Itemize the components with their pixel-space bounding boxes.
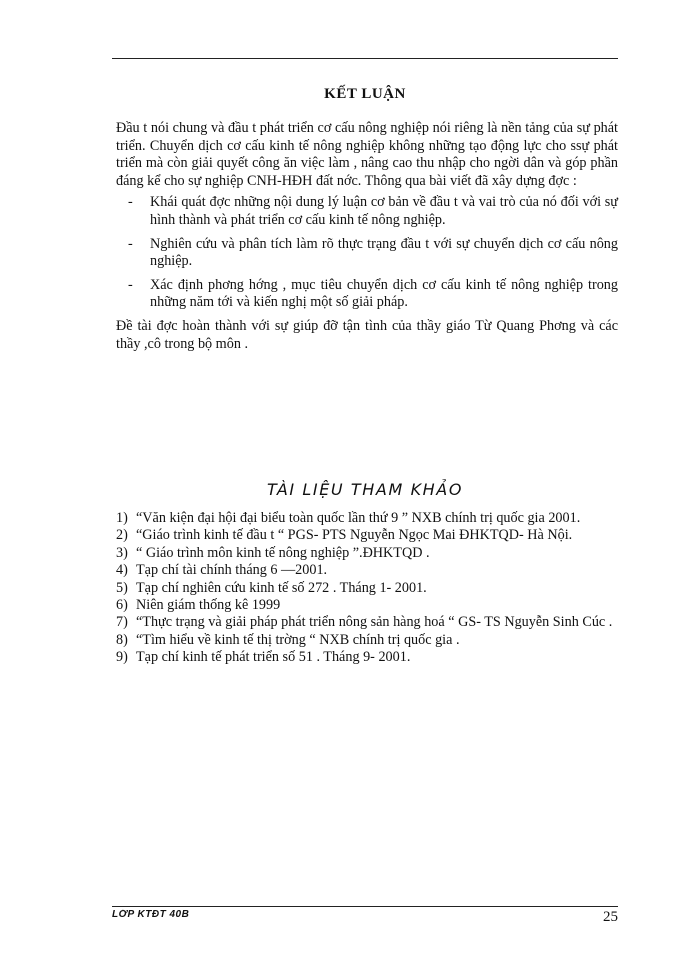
reference-number: 8) (116, 631, 128, 648)
bullet-item (116, 236, 618, 271)
references-heading: TÀI LIỆU THAM KHẢO (266, 480, 464, 499)
reference-text: “Tìm hiểu về kinh tế thị trờng “ NXB chính trị quốc gia . (136, 631, 460, 648)
conclusion-body (116, 120, 618, 353)
reference-text: Tạp chí tài chính tháng 6 —2001. (136, 562, 328, 579)
reference-number: 6) (116, 597, 128, 614)
section-heading: KẾT LUẬN (324, 86, 406, 102)
bullet-item (116, 277, 618, 312)
bullet-marker: - (128, 194, 133, 211)
reference-list (116, 510, 618, 667)
reference-item (116, 562, 618, 579)
reference-text: “Thực trạng và giải pháp phát triển nông sản hàng hoá “ GS- TS Nguyễn Sinh Cúc . (136, 614, 613, 631)
bullet-marker: - (128, 235, 133, 252)
bullet-list (116, 194, 618, 312)
reference-number: 2) (116, 527, 128, 544)
reference-item (116, 614, 618, 631)
footer-rule (112, 906, 618, 907)
reference-number: 1) (116, 510, 128, 526)
reference-text: “ Giáo trình môn kinh tế nông nghiệp ”.ĐHKTQD . (136, 544, 430, 561)
bullet-text: Xác định phơng hớng , mục tiêu chuyển dịch cơ cấu kinh tế nông nghiệp trong những năm tới và kiến nghị một số giải pháp. (150, 276, 618, 311)
reference-text: Tạp chí nghiên cứu kinh tế số 272 . Tháng 1- 2001. (136, 579, 427, 596)
reference-text: “Giáo trình kinh tế đầu t “ PGS- PTS Nguyễn Ngọc Mai ĐHKTQD- Hà Nội. (136, 527, 573, 544)
bullet-text: Khái quát đợc những nội dung lý luận cơ bản về đầu t và vai trò của nó đối với sự hình thành và phát triển cơ cấu kinh tế nông nghiệp. (150, 194, 618, 228)
page-number: 25 (603, 909, 618, 925)
reference-item (116, 545, 618, 562)
reference-item (116, 527, 618, 544)
reference-item (116, 580, 618, 597)
reference-number: 7) (116, 614, 128, 631)
reference-item (116, 597, 618, 614)
reference-number: 9) (116, 649, 128, 666)
reference-number: 3) (116, 544, 128, 561)
bullet-item (116, 194, 618, 229)
bullet-text: Nghiên cứu và phân tích làm rõ thực trạng đầu t với sự chuyển dịch cơ cấu nông nghiệp. (150, 235, 618, 270)
reference-text: “Văn kiện đại hội đại biểu toàn quốc lần thứ 9 ” NXB chính trị quốc gia 2001. (136, 510, 581, 526)
closing-paragraph: Đề tài đợc hoàn thành với sự giúp đỡ tận tình của thầy giáo Từ Quang Phơng và các thầy ,cô trong bộ môn . (116, 317, 618, 352)
footer-class-label: LỚP KTĐT 40B (112, 909, 190, 918)
intro-paragraph: Đầu t nói chung và đầu t phát triển cơ cấu nông nghiệp nói riêng là nền tảng của sự phát triển. Chuyển dịch cơ cấu kinh tế nông nghiệp không những tạo động lực cho ssự phát triển mà còn giải quyết công ăn việc làm , nâng cao thu nhập cho ngời dân và góp phần đáng kể cho sự nghiệp CNH-HĐH đất nớc. Thông qua bài viết đã xây dựng đợc : (116, 120, 618, 189)
reference-number: 4) (116, 562, 128, 579)
header-rule (112, 58, 618, 59)
reference-item (116, 510, 618, 527)
reference-number: 5) (116, 579, 128, 596)
reference-item (116, 649, 618, 666)
reference-item (116, 632, 618, 649)
bullet-marker: - (128, 276, 133, 293)
reference-text: Tạp chí kinh tế phát triển số 51 . Tháng 9- 2001. (136, 649, 411, 666)
reference-text: Niên giám thống kê 1999 (136, 597, 281, 614)
